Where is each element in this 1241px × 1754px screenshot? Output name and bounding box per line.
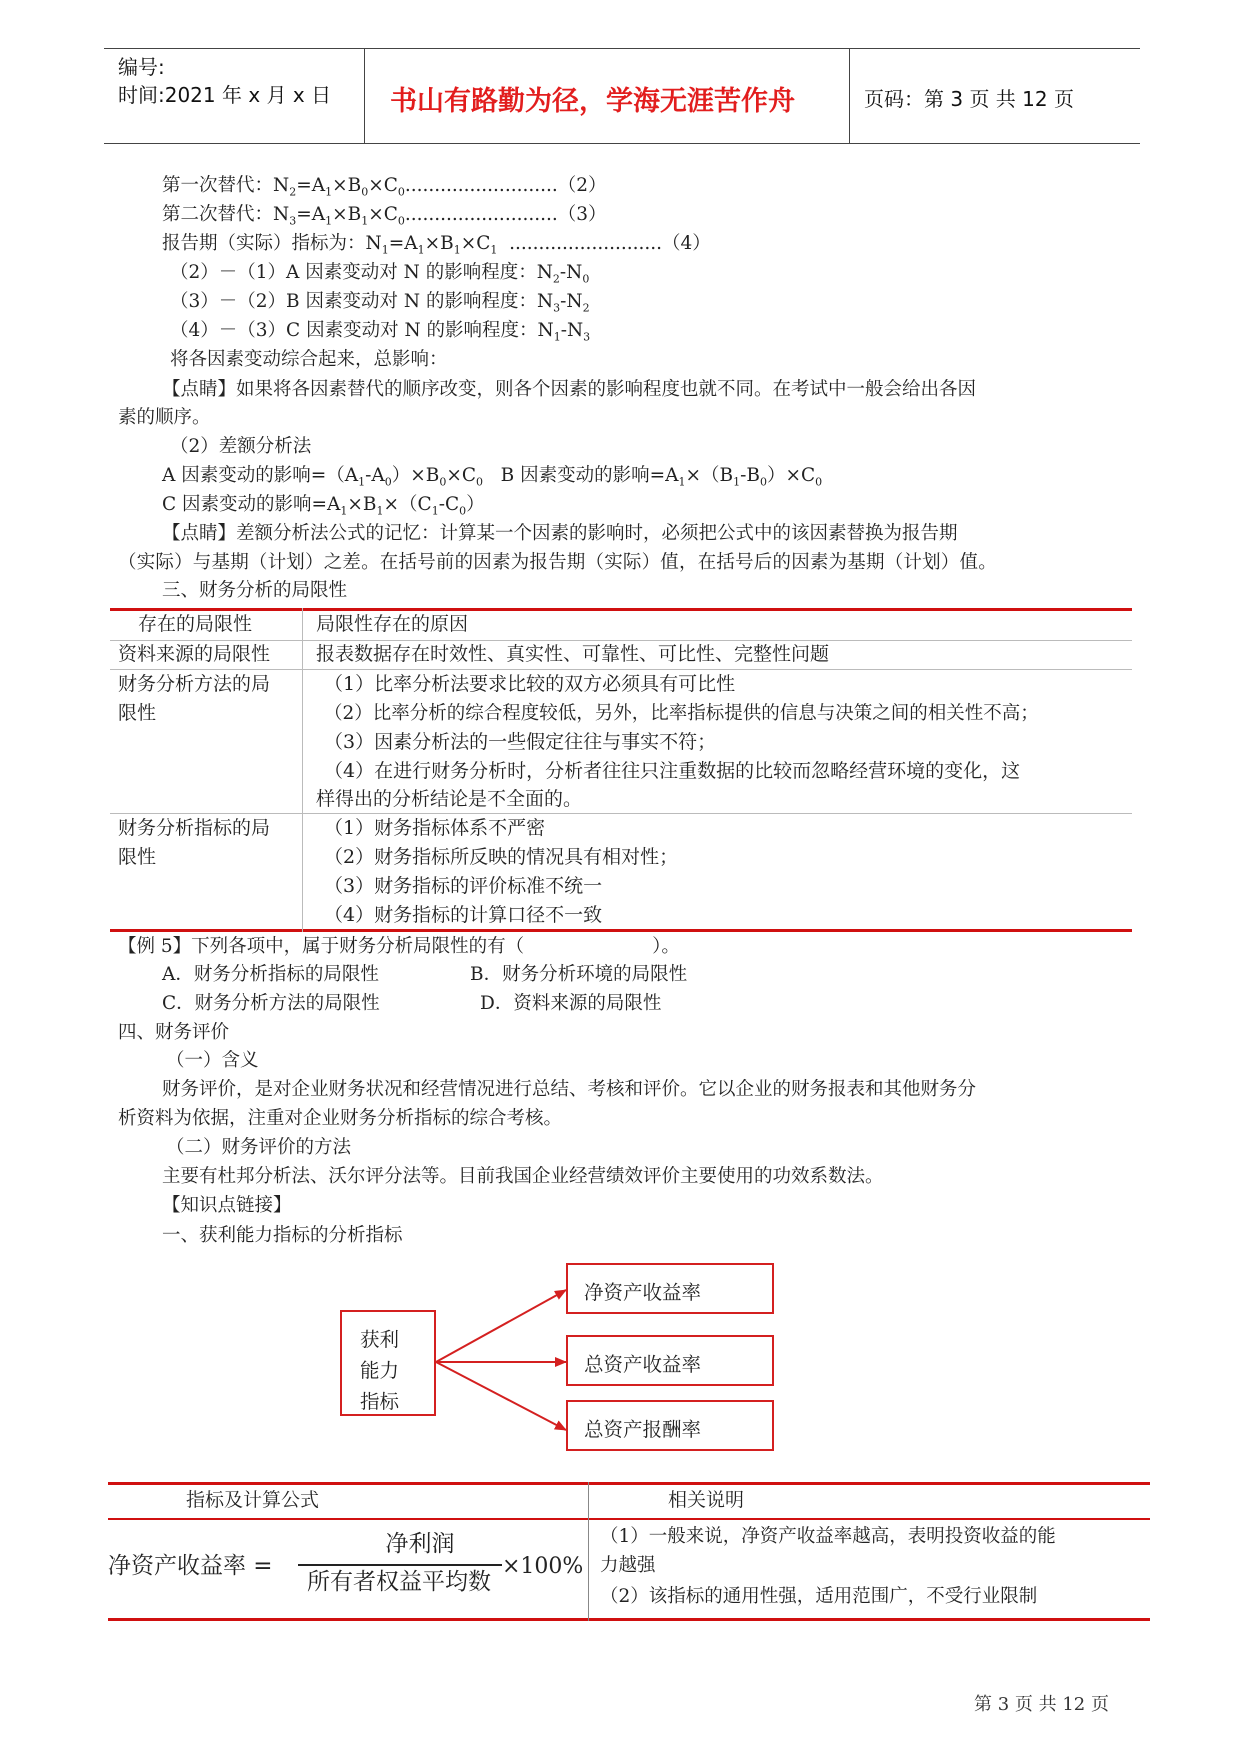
- difference-method-heading: （2）差额分析法: [170, 436, 312, 457]
- total-impact-label: 将各因素变动综合起来，总影响：: [170, 349, 448, 370]
- knowledge-link: 【知识点链接】: [162, 1195, 292, 1216]
- report-indicator-dots: ..........................（4）: [509, 233, 711, 254]
- impact-a: （2）－（1）A 因素变动对 N 的影响程度：$N_2-N_0$: [170, 262, 590, 286]
- formula-lhs: 净资产收益率 =: [108, 1553, 273, 1579]
- tip-1-tag: 【点睛】: [162, 379, 237, 400]
- substitution-1-dots: ..........................（2）: [404, 175, 607, 196]
- option-d: D．资料来源的局限性: [480, 993, 662, 1014]
- difference-a-label: A 因素变动的影响=（: [162, 465, 345, 486]
- source-label-line-1: 获利: [360, 1328, 400, 1351]
- substitution-2: 第二次替代：$N_3=A_1\times B_1\times C_0..........................(3)$: [162, 204, 607, 228]
- row-method-title: 财务分析方法的局: [118, 673, 271, 695]
- target-box-roa: [566, 1335, 774, 1386]
- impact-b-label: （3）－（2）B 因素变动对 N 的影响程度：: [170, 291, 537, 312]
- method-item: （3）因素分析法的一些假定往往与事实不符；: [324, 731, 717, 753]
- option-b: B．财务分析环境的局限性: [470, 964, 688, 985]
- difference-ab: A 因素变动的影响$=(A_1-A_0)\times B_0\times C_0$ B 因素变动的影响$=A_1\times(B_1-B_0)\times C_0$: [162, 465, 823, 489]
- formula-note-1: （1）一般来说，净资产收益率越高，表明投资收益的能: [600, 1526, 1056, 1547]
- row-source-reason: 报表数据存在时效性、真实性、可靠性、可比性、完整性问题: [316, 643, 830, 665]
- example-5-text: 下列各项中，属于财务分析局限性的有（: [191, 936, 525, 957]
- row-indicator-title: 财务分析指标的局: [118, 817, 271, 839]
- impact-b: （3）－（2）B 因素变动对 N 的影响程度：$N_3-N_2$: [170, 291, 590, 315]
- evaluation-meaning-heading: （一）含义: [166, 1050, 259, 1071]
- target-label-asset-return: 总资产报酬率: [584, 1418, 702, 1441]
- indicator-item: （1）财务指标体系不严密: [324, 817, 546, 839]
- evaluation-para-1: 财务评价，是对企业财务状况和经营情况进行总结、考核和评价。它以企业的财务报表和其他财务分: [162, 1079, 977, 1100]
- substitution-1: 第一次替代：$N_2=A_1\times B_0\times C_0..........................(2)$: [162, 175, 607, 199]
- profitability-source-box: [340, 1310, 436, 1416]
- document-number-label: 编号:: [118, 55, 165, 79]
- formula-table-header-rule: [108, 1518, 1150, 1520]
- formula-fraction-bar: [298, 1564, 502, 1566]
- indicator-item: （3）财务指标的评价标准不统一: [324, 875, 603, 897]
- substitution-2-dots: ..........................（3）: [404, 204, 607, 225]
- evaluation-para-2: 主要有杜邦分析法、沃尔评分法等。目前我国企业经营绩效评价主要使用的功效系数法。: [162, 1166, 884, 1187]
- formula-multiplier: ×100%: [502, 1554, 584, 1579]
- tip-2-line-2: （实际）与基期（计划）之差。在括号前的因素为报告期（实际）值，在括号后的因素为基期（计划）值。: [118, 552, 997, 573]
- report-indicator: 报告期（实际）指标为：$N_1=A_1\times B_1\times C_1$ ..........................（4）: [162, 233, 711, 257]
- impact-c: （4）－（3）C 因素变动对 N 的影响程度：$N_1-N_3$: [170, 320, 591, 344]
- header-col-limitation: 存在的局限性: [138, 613, 253, 635]
- evaluation-heading: 四、财务评价: [118, 1022, 230, 1043]
- option-c: C．财务分析方法的局限性: [162, 993, 380, 1014]
- example-5-tag: 【例 5】: [118, 936, 192, 957]
- difference-c: C 因素变动的影响$=A_1\times B_1\times(C_1-C_0)$: [162, 494, 485, 518]
- source-label-line-2: 能力: [360, 1359, 400, 1382]
- header-motto: 书山有路勤为径，学海无涯苦作舟: [390, 86, 795, 117]
- formula-table-column-divider: [588, 1482, 589, 1621]
- formula-note-1-cont: 力越强: [600, 1555, 656, 1576]
- tip-1-line-1: 如果将各因素替代的顺序改变，则各个因素的影响程度也就不同。在考试中一般会给出各因: [236, 379, 977, 400]
- arrow-to-asset-return: [436, 1362, 566, 1430]
- difference-c-label: C 因素变动的影响=: [162, 494, 328, 515]
- row-source-title: 资料来源的局限性: [118, 643, 271, 665]
- arrow-to-roe: [436, 1290, 566, 1362]
- header-col-reason: 局限性存在的原因: [316, 613, 469, 635]
- indicator-item: （2）财务指标所反映的情况具有相对性；: [324, 846, 679, 868]
- tip-2-tag: 【点睛】: [162, 523, 237, 544]
- evaluation-para-1-cont: 析资料为依据，注重对企业财务分析指标的综合考核。: [118, 1108, 563, 1129]
- difference-b-label: B 因素变动的影响=: [500, 465, 666, 486]
- method-item: 样得出的分析结论是不全面的。: [316, 788, 583, 810]
- substitution-1-label: 第一次替代：: [162, 175, 274, 196]
- indicator-item: （4）财务指标的计算口径不一致: [324, 904, 603, 926]
- substitution-2-label: 第二次替代：: [162, 204, 274, 225]
- target-label-roe: 净资产收益率: [584, 1281, 702, 1304]
- impact-c-label: （4）－（3）C 因素变动对 N 的影响程度：: [170, 320, 538, 341]
- source-label-line-3: 指标: [360, 1390, 400, 1413]
- profitability-heading: 一、获利能力指标的分析指标: [162, 1225, 403, 1246]
- limitations-heading: 三、财务分析的局限性: [162, 580, 348, 601]
- target-box-asset-return: [566, 1400, 774, 1451]
- option-a: A．财务分析指标的局限性: [162, 964, 379, 985]
- header-page-label: 页码：第 3 页 共 12 页: [864, 87, 1074, 111]
- formula-header-indicator: 指标及计算公式: [186, 1489, 320, 1511]
- footer-page-label: 第 3 页 共 12 页: [974, 1694, 1109, 1715]
- row-method-title-cont: 限性: [118, 702, 157, 724]
- row-indicator-title-cont: 限性: [118, 846, 157, 868]
- impact-a-label: （2）－（1）A 因素变动对 N 的影响程度：: [170, 262, 537, 283]
- formula-table-bottom-rule: [108, 1618, 1150, 1621]
- document-time-label: 时间:2021 年 x 月 x 日: [118, 83, 332, 107]
- method-item: （4）在进行财务分析时，分析者往往只注重数据的比较而忽略经营环境的变化，这: [324, 760, 1021, 782]
- target-box-roe: [566, 1263, 774, 1314]
- method-item: （1）比率分析法要求比较的双方必须具有可比性: [324, 673, 736, 695]
- report-indicator-label: 报告期（实际）指标为：: [162, 233, 366, 254]
- formula-numerator: 净利润: [385, 1531, 455, 1557]
- example-5-close: ）。: [652, 936, 680, 957]
- formula-note-2: （2）该指标的通用性强，适用范围广，不受行业限制: [600, 1586, 1038, 1607]
- formula-denominator: 所有者权益平均数: [307, 1569, 491, 1595]
- tip-2-line-1: 差额分析法公式的记忆：计算某一个因素的影响时，必须把公式中的该因素替换为报告期: [236, 523, 958, 544]
- method-item: （2）比率分析的综合程度较低，另外，比率指标提供的信息与决策之间的相关性不高；: [324, 703, 1039, 724]
- formula-header-notes: 相关说明: [668, 1489, 745, 1511]
- target-label-roa: 总资产收益率: [584, 1353, 702, 1376]
- formula-table-top-rule: [108, 1482, 1150, 1485]
- evaluation-method-heading: （二）财务评价的方法: [166, 1137, 352, 1158]
- tip-1-line-2: 素的顺序。: [118, 407, 211, 428]
- formula-table: [108, 1482, 1150, 1622]
